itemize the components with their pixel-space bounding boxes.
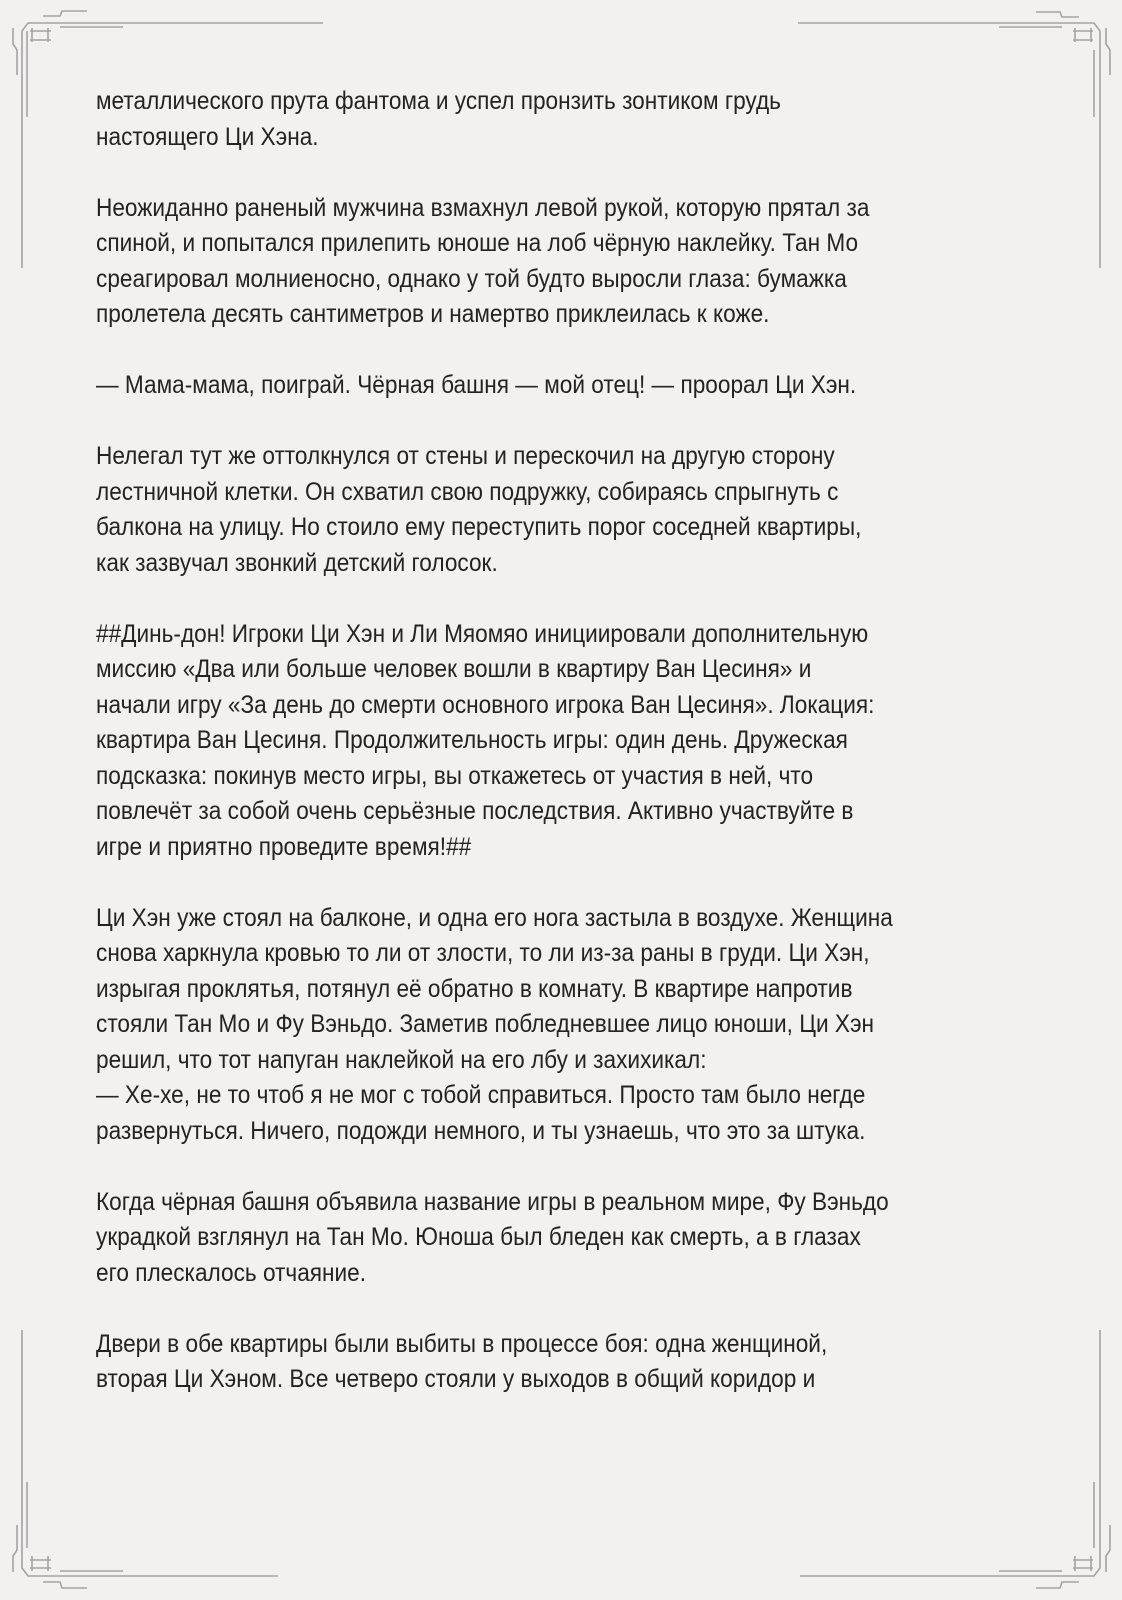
text-line: его плескалось отчаяние. <box>96 1258 367 1287</box>
text-line: пролетела десять сантиметров и намертво приклеилась к коже. <box>96 300 770 328</box>
text-line: изрыгая проклятья, потянул её обратно в комнату. В квартире напротив <box>96 974 853 1003</box>
text-line: металлического прута фантома и успел пронзить зонтиком грудь <box>96 87 781 115</box>
paragraph-dialogue <box>96 368 1056 404</box>
paragraph <box>96 1327 1056 1398</box>
text-line: игре и приятно проведите время!## <box>96 832 472 861</box>
text-line: начали игру «За день до смерти основного игрока Ван Цесиня». Локация: <box>96 690 875 719</box>
text-line: развернуться. Ничего, подожди немного, и ты узнаешь, что это за штука. <box>96 1116 866 1145</box>
text-line: среагировал молниеносно, однако у той будто выросли глаза: бумажка <box>96 264 847 293</box>
paragraph <box>96 1185 1056 1292</box>
text-line: Когда чёрная башня объявила название игры в реальном мире, Фу Вэньдо <box>96 1187 889 1216</box>
text-line: Неожиданно раненый мужчина взмахнул левой рукой, которую прятал за <box>96 193 870 222</box>
text-line: решил, что тот напуган наклейкой на его лбу и захихикал: <box>96 1045 707 1074</box>
paragraph <box>96 84 1056 155</box>
text-line: настоящего Ци Хэна. <box>96 122 319 151</box>
text-line: повлечёт за собой очень серьёзные последствия. Активно участвуйте в <box>96 797 854 825</box>
text-line: вторая Ци Хэном. Все четверо стояли у выходов в общий коридор и <box>96 1365 816 1393</box>
text-line: квартира Ван Цесиня. Продолжительность игры: один день. Дружеская <box>96 726 848 754</box>
text-line: подсказка: покинув место игры, вы откажетесь от участия в ней, что <box>96 761 814 790</box>
paragraph-system-message <box>96 617 1056 866</box>
text-line: снова харкнула кровью то ли от злости, то ли из-за раны в груди. Ци Хэн, <box>96 939 870 967</box>
text-line: как зазвучал звонкий детский голосок. <box>96 548 498 577</box>
paragraph <box>96 191 1056 333</box>
text-line: миссию «Два или больше человек вошли в квартиру Ван Цесиня» и <box>96 655 812 683</box>
text-line: спиной, и попытался прилепить юноше на лоб чёрную наклейку. Тан Мо <box>96 229 859 257</box>
paragraph <box>96 901 1056 1150</box>
text-line: балкона на улицу. Но стоило ему переступить порог соседней квартиры, <box>96 513 862 541</box>
text-line: украдкой взглянул на Тан Мо. Юноша был бледен как смерть, а в глазах <box>96 1223 861 1251</box>
text-line: Двери в обе квартиры были выбиты в процессе боя: одна женщиной, <box>96 1329 828 1358</box>
text-line: — Мама-мама, поиграй. Чёрная башня — мой отец! — проорал Ци Хэн. <box>96 371 857 399</box>
text-line: ##Динь-дон! Игроки Ци Хэн и Ли Мяомяо инициировали дополнительную <box>96 619 869 648</box>
document-body <box>96 84 1056 1433</box>
text-line: лестничной клетки. Он схватил свою подружку, собираясь спрыгнуть с <box>96 477 839 506</box>
text-line: Нелегал тут же оттолкнулся от стены и перескочил на другую сторону <box>96 442 835 470</box>
text-line: стояли Тан Мо и Фу Вэньдо. Заметив побледневшее лицо юноши, Ци Хэн <box>96 1010 875 1038</box>
text-line: Ци Хэн уже стоял на балконе, и одна его нога застыла в воздухе. Женщина <box>96 903 893 932</box>
paragraph <box>96 439 1056 581</box>
text-line: — Хе-хе, не то чтоб я не мог с тобой справиться. Просто там было негде <box>96 1081 866 1109</box>
